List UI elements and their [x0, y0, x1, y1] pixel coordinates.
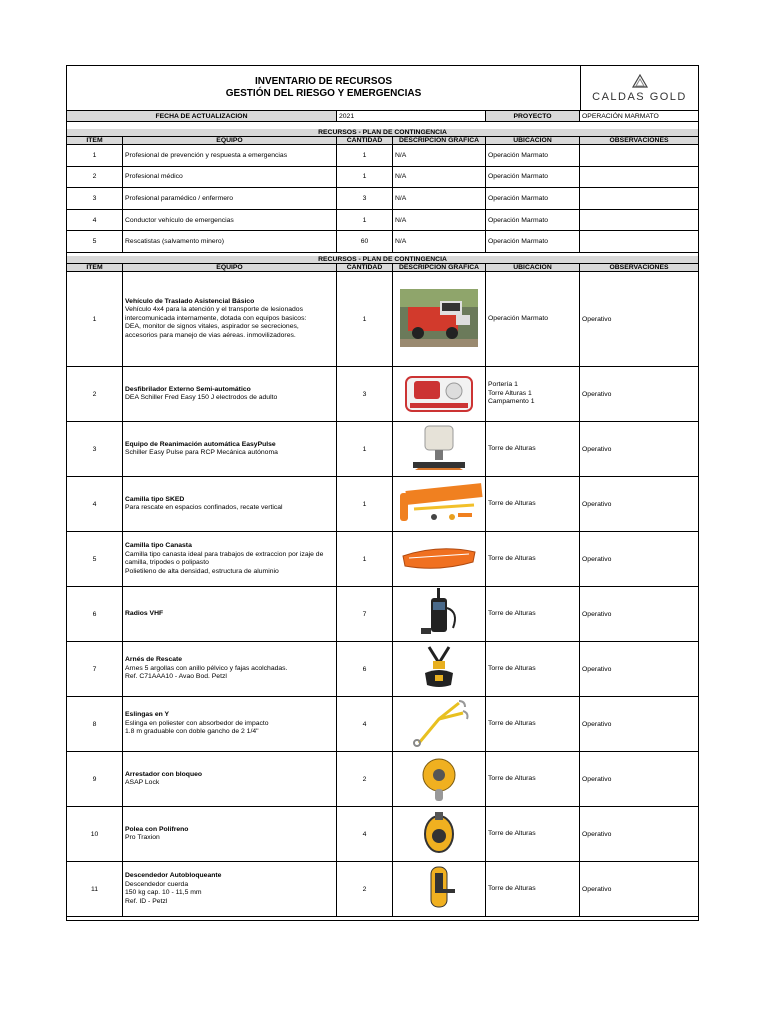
cell-cantidad: 3 — [337, 367, 393, 422]
cell-cantidad: 1 — [337, 167, 393, 189]
table-row — [67, 231, 698, 253]
equipo-title: Polea con Polifreno — [125, 825, 189, 833]
cell-equipo — [123, 807, 337, 862]
defibrillator-icon — [400, 369, 478, 419]
cell-ubicacion — [486, 477, 580, 532]
cell-item: 5 — [67, 532, 123, 587]
table-row — [67, 752, 698, 807]
basket-stretcher-icon — [399, 540, 479, 578]
cell-ubicacion: Operación Marmato — [486, 188, 580, 210]
cell-item: 3 — [67, 422, 123, 477]
cell-descripcion-grafica: N/A — [393, 167, 486, 189]
cell-item: 2 — [67, 367, 123, 422]
column-header-descripcion-grafica: DESCRIPCION GRAFICA — [393, 264, 486, 272]
column-header-observaciones: OBSERVACIONES — [580, 264, 698, 272]
section-title: RECURSOS - PLAN DE CONTINGENCIA — [67, 256, 698, 264]
descender-icon — [417, 863, 461, 915]
table-row — [67, 532, 698, 587]
column-header-descripcion-grafica: DESCRIPCION GRAFICA — [393, 137, 486, 145]
ubicacion-line: Portería 1 — [488, 381, 518, 389]
equipo-description-line: ASAP Lock — [125, 779, 160, 786]
equipo-title: Equipo de Reanimación automática EasyPulse — [125, 440, 276, 448]
ubicacion-line: Operación Marmato — [488, 314, 549, 322]
cell-equipo — [123, 367, 337, 422]
cell-descripcion-grafica: N/A — [393, 145, 486, 167]
title-line-2: GESTIÓN DEL RIESGO Y EMERGENCIAS — [225, 88, 422, 99]
table-row — [67, 188, 698, 210]
section-title: RECURSOS - PLAN DE CONTINGENCIA — [67, 129, 698, 137]
cell-equipo — [123, 272, 337, 367]
lanyard-icon — [409, 699, 469, 749]
cell-cantidad: 6 — [337, 642, 393, 697]
cell-cantidad: 7 — [337, 587, 393, 642]
ubicacion-line: Torre de Alturas — [488, 884, 536, 892]
cell-ubicacion — [486, 807, 580, 862]
cell-equipo — [123, 697, 337, 752]
table-row — [67, 145, 698, 167]
equipo-description-line: intercomunicada internamente, dotada con equipos basicos: — [125, 314, 307, 322]
cell-descripcion-grafica — [393, 272, 486, 367]
cpr-device-icon — [409, 424, 469, 474]
cell-descripcion-grafica — [393, 477, 486, 532]
cell-cantidad: 1 — [337, 210, 393, 232]
cell-item: 5 — [67, 231, 123, 253]
cell-equipo — [123, 532, 337, 587]
cell-item: 2 — [67, 167, 123, 189]
column-header-cantidad: CANTIDAD — [337, 137, 393, 145]
equipo-title: Arnés de Rescate — [125, 656, 183, 664]
cell-observaciones: Operativo — [580, 697, 698, 752]
section-title-row — [67, 256, 698, 264]
cell-item: 4 — [67, 477, 123, 532]
cell-ubicacion: Operación Marmato — [486, 145, 580, 167]
cell-ubicacion: Operación Marmato — [486, 210, 580, 232]
cell-observaciones — [580, 188, 698, 210]
equipo-description-line: 1.8 m graduable con doble gancho de 2 1/4" — [125, 728, 259, 736]
column-header-row — [67, 264, 698, 272]
cell-observaciones: Operativo — [580, 642, 698, 697]
cell-descripcion-grafica — [393, 862, 486, 917]
column-header-row — [67, 137, 698, 145]
cell-observaciones: Operativo — [580, 477, 698, 532]
cell-equipo — [123, 477, 337, 532]
cell-descripcion-grafica — [393, 367, 486, 422]
cell-equipo: Profesional médico — [123, 167, 337, 189]
cell-ubicacion: Operación Marmato — [486, 231, 580, 253]
ubicacion-line: Campamento 1 — [488, 398, 535, 406]
document-title — [67, 66, 581, 110]
column-header-item: ITEM — [67, 264, 123, 272]
cell-descripcion-grafica — [393, 422, 486, 477]
equipo-title: Desfibrilador Externo Semi-automático — [125, 385, 251, 393]
cell-item: 1 — [67, 272, 123, 367]
cell-item: 6 — [67, 587, 123, 642]
equipo-title: Eslingas en Y — [125, 711, 170, 719]
column-header-ubicacion: UBICACION — [486, 137, 580, 145]
ubicacion-line: Torre de Alturas — [488, 499, 536, 507]
cell-observaciones — [580, 145, 698, 167]
ubicacion-line: Torre de Alturas — [488, 554, 536, 562]
meta-row — [67, 111, 698, 122]
cell-cantidad: 2 — [337, 862, 393, 917]
equipo-title: Vehículo de Traslado Asistencial Básico — [125, 297, 255, 305]
cell-observaciones: Operativo — [580, 587, 698, 642]
cell-equipo — [123, 642, 337, 697]
table-row — [67, 642, 698, 697]
cell-equipo — [123, 422, 337, 477]
table-row — [67, 477, 698, 532]
ubicacion-line: Torre Alturas 1 — [488, 389, 532, 397]
ubicacion-line: Torre de Alturas — [488, 774, 536, 782]
document-header — [67, 66, 698, 111]
equipo-description-line: Polietileno de alta densidad, estructura de aluminio — [125, 567, 279, 575]
equipo-title: Arrestador con bloqueo — [125, 770, 203, 778]
equipo-title: Radios VHF — [125, 609, 164, 617]
equipo-description-line: Schiller Easy Pulse para RCP Mecánica autónoma — [125, 449, 278, 456]
table-row — [67, 862, 698, 917]
fecha-label: FECHA DE ACTUALIZACION — [67, 111, 337, 122]
equipo-description-line: Descendedor cuerda — [125, 880, 189, 888]
cell-cantidad: 4 — [337, 697, 393, 752]
cell-item: 7 — [67, 642, 123, 697]
cell-ubicacion — [486, 272, 580, 367]
cell-item: 1 — [67, 145, 123, 167]
cell-observaciones — [580, 231, 698, 253]
caldas-gold-logo — [581, 66, 698, 110]
cell-cantidad: 1 — [337, 422, 393, 477]
cell-observaciones — [580, 210, 698, 232]
cell-item: 10 — [67, 807, 123, 862]
table-row — [67, 167, 698, 189]
cell-ubicacion — [486, 367, 580, 422]
cell-ubicacion — [486, 532, 580, 587]
cell-equipo: Rescatistas (salvamento minero) — [123, 231, 337, 253]
column-header-cantidad: CANTIDAD — [337, 264, 393, 272]
pulley-icon — [417, 808, 461, 860]
ubicacion-line: Torre de Alturas — [488, 444, 536, 452]
cell-descripcion-grafica — [393, 807, 486, 862]
cell-item: 4 — [67, 210, 123, 232]
cell-item: 9 — [67, 752, 123, 807]
cell-cantidad: 60 — [337, 231, 393, 253]
cell-observaciones: Operativo — [580, 422, 698, 477]
cell-observaciones: Operativo — [580, 752, 698, 807]
title-line-1: INVENTARIO DE RECURSOS — [254, 76, 393, 87]
table-row — [67, 210, 698, 232]
equipo-title: Descendedor Autobloqueante — [125, 872, 222, 879]
column-header-equipo: EQUIPO — [123, 137, 337, 145]
ubicacion-line: Torre de Alturas — [488, 664, 536, 672]
cell-observaciones — [580, 167, 698, 189]
equipo-description-line: Pro Traxion — [125, 834, 160, 841]
equipo-description-line: Ref. C71AAA10 - Avao Bod. Petzl — [125, 673, 227, 681]
cell-ubicacion — [486, 422, 580, 477]
cell-equipo: Profesional paramédico / enfermero — [123, 188, 337, 210]
logo-mark-icon — [631, 74, 649, 90]
column-header-observaciones: OBSERVACIONES — [580, 137, 698, 145]
proyecto-value: OPERACIÓN MARMATO — [580, 111, 698, 122]
cell-cantidad: 4 — [337, 807, 393, 862]
cell-equipo: Conductor vehículo de emergencias — [123, 210, 337, 232]
cell-cantidad: 1 — [337, 272, 393, 367]
cell-ubicacion — [486, 697, 580, 752]
ambulance-icon — [400, 289, 478, 349]
ubicacion-line: Torre de Alturas — [488, 719, 536, 727]
cell-observaciones: Operativo — [580, 272, 698, 367]
table-row — [67, 587, 698, 642]
harness-icon — [415, 643, 463, 695]
equipo-description-line: Arnes 5 argollas con anillo pélvico y fajas acolchadas. — [125, 664, 288, 672]
cell-ubicacion — [486, 642, 580, 697]
cell-descripcion-grafica — [393, 752, 486, 807]
equipo-title: Camilla tipo Canasta — [125, 542, 192, 549]
equipo-description-line: Eslinga en poliester con absorbedor de impacto — [125, 719, 269, 727]
cell-cantidad: 2 — [337, 752, 393, 807]
cell-item: 11 — [67, 862, 123, 917]
table-row — [67, 367, 698, 422]
radio-icon — [417, 588, 461, 640]
fecha-value: 2021 — [337, 111, 486, 122]
cell-descripcion-grafica: N/A — [393, 210, 486, 232]
logo-text: CALDAS GOLD — [592, 90, 687, 103]
column-header-item: ITEM — [67, 137, 123, 145]
cell-descripcion-grafica: N/A — [393, 231, 486, 253]
cell-equipo: Profesional de prevención y respuesta a emergencias — [123, 145, 337, 167]
equipo-description-line: Ref. ID - Petzl — [125, 897, 168, 905]
proyecto-label: PROYECTO — [486, 111, 580, 122]
cell-observaciones: Operativo — [580, 807, 698, 862]
table-row — [67, 422, 698, 477]
ubicacion-line: Torre de Alturas — [488, 609, 536, 617]
cell-observaciones: Operativo — [580, 862, 698, 917]
cell-observaciones: Operativo — [580, 532, 698, 587]
cell-equipo — [123, 862, 337, 917]
ubicacion-line: Torre de Alturas — [488, 829, 536, 837]
cell-cantidad: 1 — [337, 477, 393, 532]
cell-ubicacion — [486, 862, 580, 917]
cell-ubicacion — [486, 752, 580, 807]
table-row — [67, 807, 698, 862]
cell-descripcion-grafica — [393, 587, 486, 642]
cell-cantidad: 3 — [337, 188, 393, 210]
cell-equipo — [123, 752, 337, 807]
equipo-title: Camilla tipo SKED — [125, 495, 185, 503]
sked-stretcher-icon — [394, 479, 484, 529]
fall-arrester-icon — [417, 753, 461, 805]
equipo-description-line: Vehículo 4x4 para la atención y el transporte de lesionados — [125, 306, 303, 314]
cell-item: 8 — [67, 697, 123, 752]
cell-descripcion-grafica — [393, 532, 486, 587]
equipo-description-line: 150 kg cap. 10 - 11,5 mm — [125, 889, 202, 896]
cell-ubicacion: Operación Marmato — [486, 167, 580, 189]
column-header-equipo: EQUIPO — [123, 264, 337, 272]
equipo-description-line: camilla, tripodes o polipasto — [125, 559, 209, 566]
section-title-row — [67, 129, 698, 137]
column-header-ubicacion: UBICACION — [486, 264, 580, 272]
cell-descripcion-grafica — [393, 697, 486, 752]
equipo-description-line: Para rescate en espacios confinados, recate vertical — [125, 504, 283, 511]
cell-cantidad: 1 — [337, 145, 393, 167]
table-row — [67, 272, 698, 367]
equipo-description-line: accesorios para manejo de vias aéreas. inmovilizadores. — [125, 331, 296, 339]
cell-descripcion-grafica: N/A — [393, 188, 486, 210]
cell-observaciones: Operativo — [580, 367, 698, 422]
equipo-description-line: DEA, monitor de signos vitales, aspirador se secreciones, — [125, 323, 299, 331]
equipo-description-line: DEA Schiller Fred Easy 150 J electrodos de adulto — [125, 394, 278, 401]
cell-ubicacion — [486, 587, 580, 642]
cell-equipo — [123, 587, 337, 642]
inventory-sheet — [66, 65, 699, 921]
cell-cantidad: 1 — [337, 532, 393, 587]
cell-item: 3 — [67, 188, 123, 210]
table-row — [67, 697, 698, 752]
cell-descripcion-grafica — [393, 642, 486, 697]
equipo-description-line: Camilla tipo canasta ideal para trabajos de extraccion por izaje de — [125, 550, 324, 558]
